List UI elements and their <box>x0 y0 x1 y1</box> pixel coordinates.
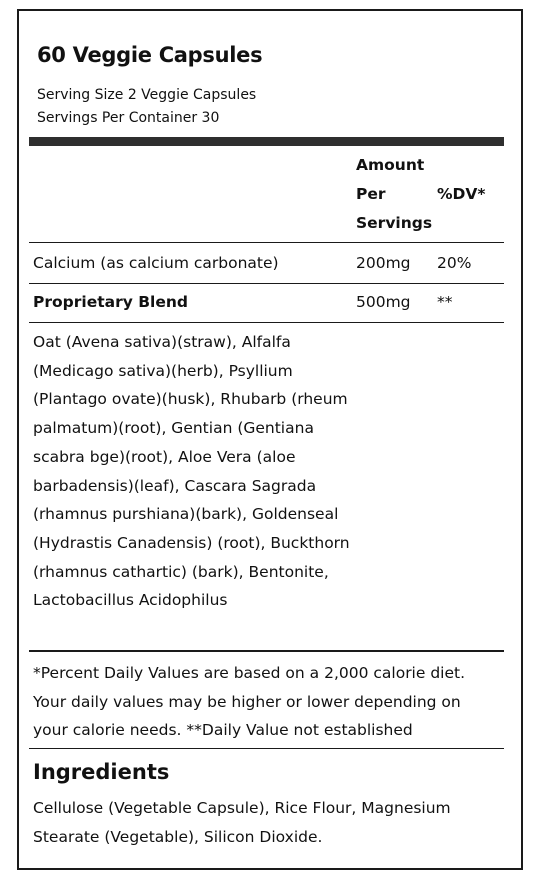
row-calcium-dv: 20% <box>437 254 472 272</box>
header-divider-bar <box>29 137 504 146</box>
servings-per-container: Servings Per Container 30 <box>37 110 220 126</box>
col-header-amount-3: Servings <box>356 214 433 232</box>
ingredients-heading: Ingredients <box>33 760 170 784</box>
row-calcium-amount: 200mg <box>356 254 411 272</box>
row-blend-name: Proprietary Blend <box>33 293 188 311</box>
ingredients-text: Cellulose (Vegetable Capsule), Rice Flour, Magnesium Stearate (Vegetable), Silicon Dioxide. <box>33 799 451 846</box>
col-header-dv: %DV* <box>437 185 486 203</box>
row-divider <box>29 322 504 323</box>
row-blend-amount: 500mg <box>356 293 411 311</box>
row-divider <box>29 242 504 243</box>
footnote-divider <box>29 650 504 652</box>
col-header-amount-1: Amount <box>356 156 425 174</box>
ingredients-divider <box>29 748 504 749</box>
daily-value-footnote: *Percent Daily Values are based on a 2,000 calorie diet. Your daily values may be higher or lower depending on your calorie needs. **Daily Value not established <box>33 664 466 739</box>
row-calcium-name: Calcium (as calcium carbonate) <box>33 254 279 272</box>
product-title: 60 Veggie Capsules <box>37 43 263 67</box>
serving-size: Serving Size 2 Veggie Capsules <box>37 87 257 103</box>
row-divider <box>29 283 504 284</box>
blend-ingredients-text: Oat (Avena sativa)(straw), Alfalfa (Medicago sativa)(herb), Psyllium (Plantago ovate)(husk), Rhubarb (rheum palmatum)(root), Gentian (Gentiana scabra bge)(root), Aloe Vera (aloe barbadensis)(leaf), Cascara Sagrada (rhamnus purshiana)(bark), Goldenseal (Hydrastis Canadensis) (root), Buckthorn (rhamnus cathartic) (bark), Bentonite, Lactobacillus Acidophilus <box>33 333 350 610</box>
row-blend-dv: ** <box>437 293 453 311</box>
col-header-amount-2: Per <box>356 185 386 203</box>
